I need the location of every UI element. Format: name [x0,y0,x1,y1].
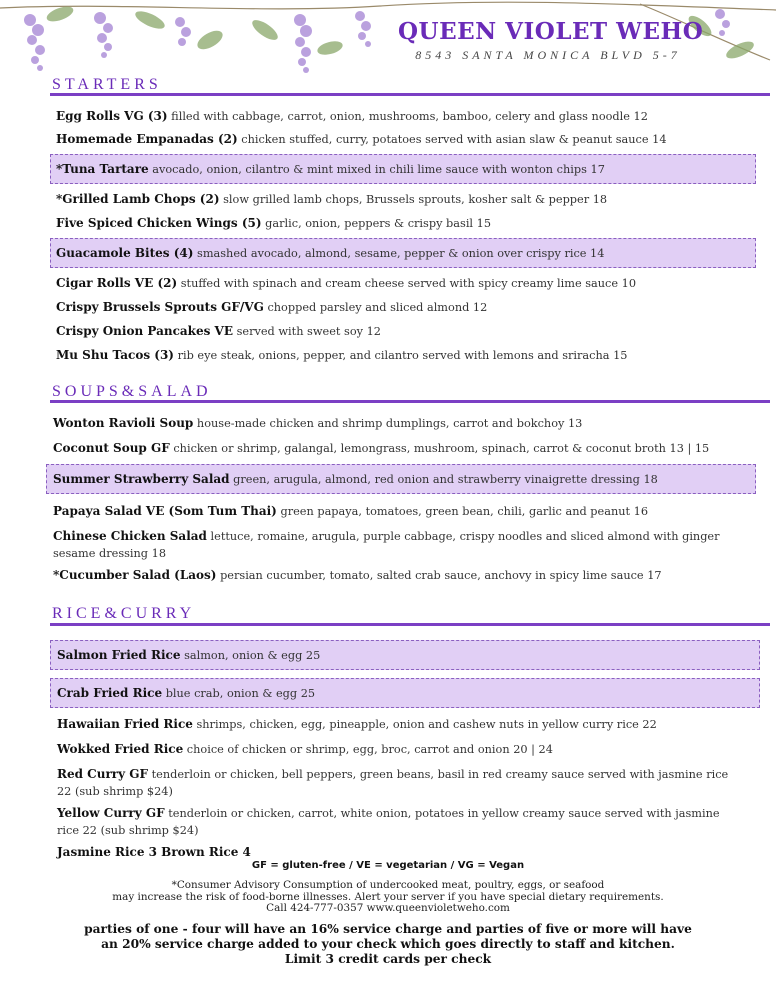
item-name: Hawaiian Fried Rice [57,717,193,731]
section-rule [50,400,770,403]
item-description: choice of chicken or shrimp, egg, broc, carrot and onion 20 | 24 [186,743,553,756]
menu-item [53,440,709,457]
menu-item [56,299,487,316]
item-name: Yellow Curry GF [57,806,165,820]
item-name: Wonton Ravioli Soup [53,416,194,430]
item-name: Papaya Salad VE (Som Tum Thai) [53,504,277,518]
item-name: *Cucumber Salad (Laos) [53,568,217,582]
menu-item [53,567,662,584]
menu-item [56,191,607,208]
restaurant-name: QUEEN VIOLET WEHO [398,18,704,45]
section-title-rice-curry: RICE&CURRY [52,605,196,622]
menu-item [57,766,737,800]
item-description: green, arugula, almond, red onion and strawberry vinaigrette dressing 18 [233,473,658,486]
advisory-line: may increase the risk of food-borne illnesses. Alert your server if you have special dietary requirements. [112,890,664,903]
item-name: Five Spiced Chicken Wings (5) [56,216,262,230]
item-description: shrimps, chicken, egg, pineapple, onion and cashew nuts in yellow curry rice 22 [196,718,657,731]
section-title-starters: STARTERS [52,76,162,93]
service-charge-notice [0,922,776,967]
diet-legend: GF = gluten-free / VE = vegetarian / VG = Vegan [251,860,525,871]
item-description: rib eye steak, onions, pepper, and cilantro served with lemons and sriracha 15 [177,349,628,362]
menu-item [56,215,491,232]
menu-item [57,805,737,839]
item-description: garlic, onion, peppers & crispy basil 15 [265,217,492,230]
menu-item [56,347,627,364]
menu-item-featured [56,161,605,178]
consumer-advisory [0,880,776,915]
item-description: served with sweet soy 12 [236,325,381,338]
service-line: Limit 3 credit cards per check [284,952,492,966]
menu-item [53,503,648,520]
menu-item-featured [57,685,315,702]
menu-item [56,131,667,148]
item-description: chicken stuffed, curry, potatoes served with asian slaw & peanut sauce 14 [241,133,667,146]
item-name: *Tuna Tartare [56,162,149,176]
item-name: Mu Shu Tacos (3) [56,348,174,362]
item-name: Cigar Rolls VE (2) [56,276,178,290]
item-description: avocado, onion, cilantro & mint mixed in chili lime sauce with wonton chips 17 [152,163,605,176]
item-description: slow grilled lamb chops, Brussels sprouts, kosher salt & pepper 18 [223,193,608,206]
item-name: Crab Fried Rice [57,686,163,700]
menu-item [53,415,582,432]
item-name: Guacamole Bites (4) [56,246,194,260]
item-name: Crispy Brussels Sprouts GF/VG [56,300,264,314]
service-line: parties of one - four will have an 16% service charge and parties of five or more will have [84,922,692,936]
menu-item [57,844,251,861]
section-rule [50,623,770,626]
restaurant-address: 8543 SANTA MONICA BLVD 5-7 [415,48,681,62]
item-description: chicken or shrimp, galangal, lemongrass, mushroom, spinach, carrot & coconut broth 13 | 15 [173,442,710,455]
item-name: *Grilled Lamb Chops (2) [56,192,220,206]
menu-item [57,716,657,733]
item-description: filled with cabbage, carrot, onion, mushrooms, bamboo, celery and glass noodle 12 [171,110,648,123]
item-description: stuffed with spinach and cream cheese served with spicy creamy lime sauce 10 [180,277,637,290]
item-description: tenderloin or chicken, bell peppers, green beans, basil in red creamy sauce served with jasmine rice 22 (sub shrimp $24) [57,768,729,798]
item-description: green papaya, tomatoes, green bean, chili, garlic and peanut 16 [280,505,649,518]
advisory-line: *Consumer Advisory Consumption of undercooked meat, poultry, eggs, or seafood [171,879,605,891]
brand-header [398,18,704,63]
item-name: Salmon Fried Rice [57,648,181,662]
menu-item-featured [56,245,604,262]
item-description: salmon, onion & egg 25 [184,649,321,662]
item-name: Coconut Soup GF [53,441,170,455]
item-name: Red Curry GF [57,767,149,781]
menu-item [57,741,553,758]
menu-item-featured [53,471,658,488]
item-name: Summer Strawberry Salad [53,472,230,486]
item-name: Wokked Fried Rice [57,742,184,756]
item-description: house-made chicken and shrimp dumplings, carrot and bokchoy 13 [196,417,583,430]
menu-item-featured [57,647,320,664]
advisory-contact: Call 424-777-0357 www.queenvioletweho.com [266,902,510,914]
item-name: Crispy Onion Pancakes VE [56,324,233,338]
service-line: an 20% service charge added to your check which goes directly to staff and kitchen. [101,937,675,951]
item-description: persian cucumber, tomato, salted crab sauce, anchovy in spicy lime sauce 17 [220,569,662,582]
menu-item [56,275,636,292]
item-name: Jasmine Rice 3 Brown Rice 4 [57,845,251,859]
item-description: chopped parsley and sliced almond 12 [267,301,488,314]
item-description: blue crab, onion & egg 25 [165,687,316,700]
item-description: lettuce, romaine, arugula, purple cabbage, crispy noodles and sliced almond with ginger sesame dressing 18 [53,530,720,560]
menu-item [53,528,733,562]
menu-item [56,323,381,340]
section-title-soups-salad: SOUPS&SALAD [52,383,212,400]
item-description: tenderloin or chicken, carrot, white onion, potatoes in yellow creamy sauce served with jasmine rice 22 (sub shrimp $24) [57,807,720,837]
item-name: Homemade Empanadas (2) [56,132,238,146]
item-name: Egg Rolls VG (3) [56,109,168,123]
item-description: smashed avocado, almond, sesame, pepper & onion over crispy rice 14 [197,247,605,260]
menu-item [56,108,648,125]
item-name: Chinese Chicken Salad [53,529,207,543]
section-rule [50,93,770,96]
